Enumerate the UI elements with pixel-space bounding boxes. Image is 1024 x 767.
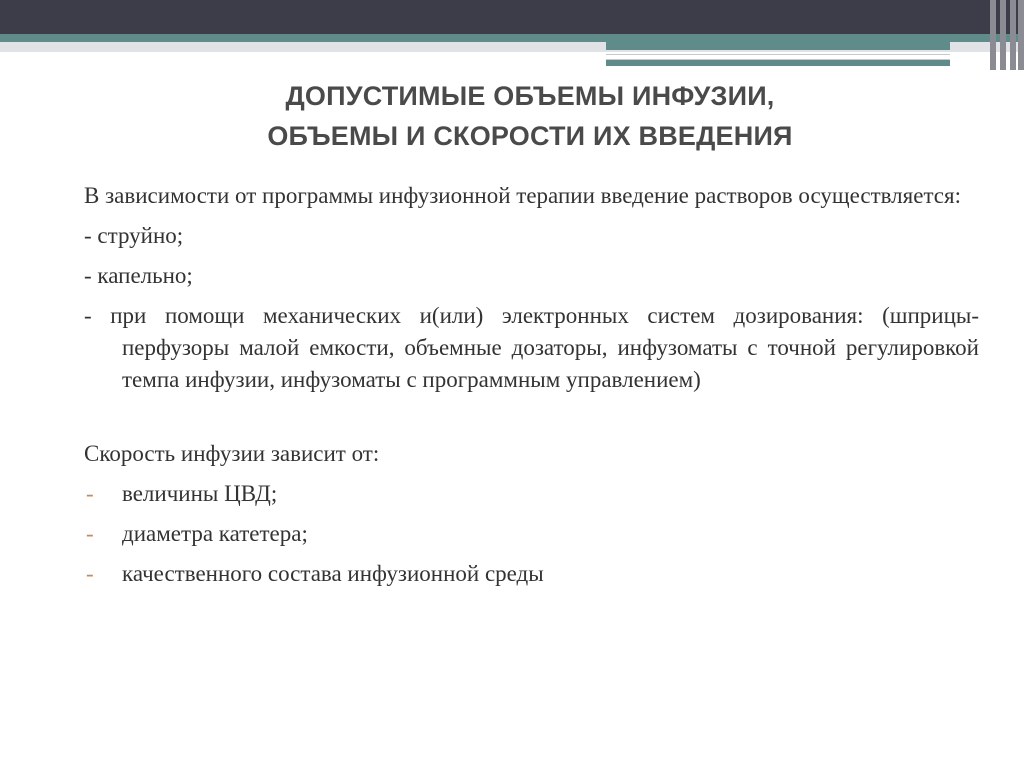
speed-factors-list bbox=[84, 478, 979, 590]
header-vertical-stripe bbox=[1018, 0, 1024, 70]
speed-factor-text: величины ЦВД; bbox=[122, 481, 278, 506]
speed-factor-item bbox=[84, 558, 979, 590]
slide-title-line-1: ДОПУСТИМЫЕ ОБЪЕМЫ ИНФУЗИИ, bbox=[285, 81, 775, 111]
speed-factor-text: диаметра катетера; bbox=[122, 521, 308, 546]
header-vertical-stripe bbox=[1010, 0, 1016, 70]
header-vertical-stripe bbox=[1000, 0, 1006, 70]
header-bar-teal bbox=[0, 34, 1024, 42]
header-accent-stripe bbox=[606, 60, 950, 66]
dash-bullet-icon: - bbox=[86, 481, 94, 506]
dash-bullet-icon: - bbox=[86, 561, 94, 586]
method-item: - капельно; bbox=[84, 263, 193, 288]
method-item: - при помощи механических и(или) электронных систем дозирования: (шприцы-перфузоры малой емкости, объемные дозаторы, инфузоматы с точной регулировкой темпа инфузии, инфузоматы с программным управлением) bbox=[84, 303, 979, 392]
dash-bullet-icon: - bbox=[86, 521, 94, 546]
speed-factor-item bbox=[84, 518, 979, 550]
method-item: - струйно; bbox=[84, 223, 184, 248]
speed-factor-text: качественного состава инфузионной среды bbox=[122, 561, 544, 586]
header-vertical-stripe bbox=[990, 0, 996, 70]
intro-paragraph: В зависимости от программы инфузионной терапии введение растворов осуществляется: bbox=[84, 183, 961, 208]
header-bar-dark bbox=[0, 0, 1024, 34]
speed-factor-item bbox=[84, 478, 979, 510]
slide-title-line-2: ОБЪЕМЫ И СКОРОСТИ ИХ ВВЕДЕНИЯ bbox=[267, 121, 793, 151]
slide-body bbox=[84, 180, 979, 598]
slide-title bbox=[120, 76, 940, 156]
header-accent-block bbox=[606, 42, 950, 50]
speed-heading: Скорость инфузии зависит от: bbox=[84, 441, 380, 466]
